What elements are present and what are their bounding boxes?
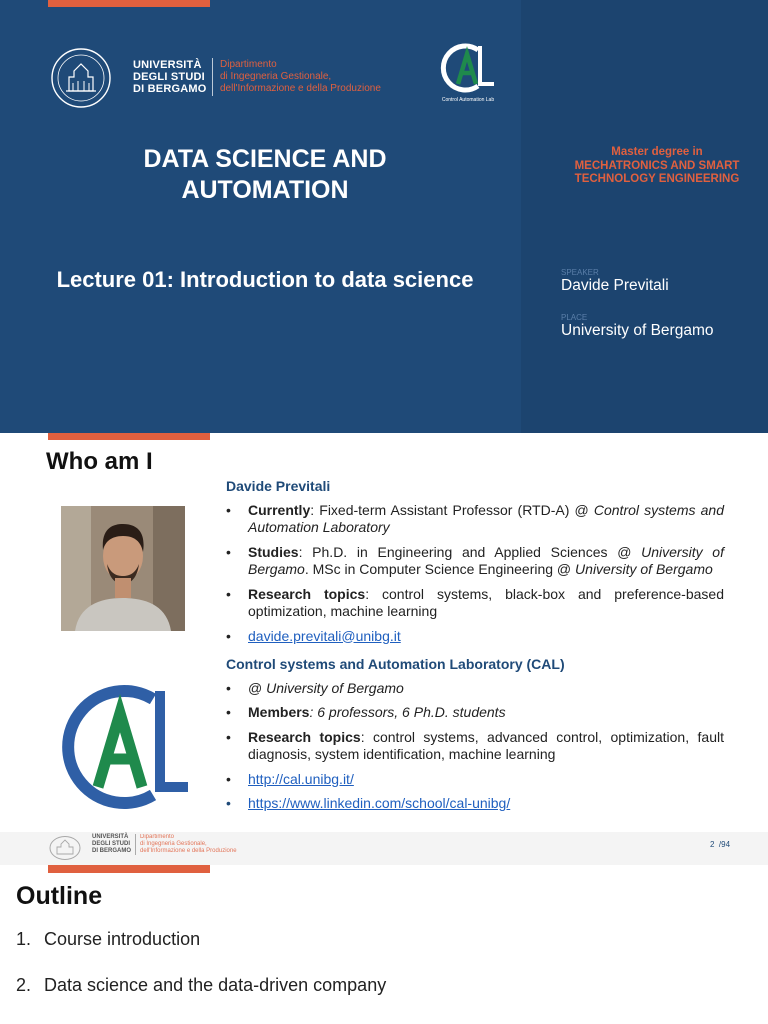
list-item: • Studies: Ph.D. in Engineering and Applied Sciences @ University of Bergamo. MSc in Computer Science Engineering @ University of Bergamo [226,544,724,579]
logo-divider [212,58,213,96]
person-list [226,502,724,646]
university-name: UNIVERSITÀ DEGLI STUDI DI BERGAMO [133,59,207,95]
bio-content [226,478,724,820]
list-item: • Members: 6 professors, 6 Ph.D. students [226,704,724,722]
accent-bar [48,433,210,440]
email-link[interactable]: davide.previtali@unibg.it [248,627,401,644]
list-item [226,628,724,646]
university-seal-icon [48,835,82,861]
accent-bar [48,865,210,873]
list-item [226,771,724,789]
list-item: • @ University of Bergamo [226,680,724,698]
university-seal-icon [50,47,112,109]
outline-item: 2. Data science and the data-driven company [16,975,387,995]
list-item [226,795,724,813]
lab-website-link[interactable]: http://cal.unibg.it/ [248,770,354,787]
department-name: Dipartimento di Ingegneria Gestionale, dell'Informazione e della Produzione [220,59,381,94]
linkedin-link[interactable]: https://www.linkedin.com/school/cal-unibg/ [248,795,511,811]
outline-item: 1. Course introduction [16,929,201,949]
info-panel [521,0,768,433]
list-item: • Research topics: control systems, advanced control, optimization, fault diagnosis, system identification, machine learning [226,729,724,764]
accent-bar [48,0,210,7]
lab-list [226,680,724,813]
speaker-name: Davide Previtali [561,277,669,294]
title-slide [0,0,768,433]
footer-department: Dipartimento di Ingegneria Gestionale, dell'Informazione e della Produzione [140,834,237,854]
outline-slide [0,865,768,1024]
place-name: University of Bergamo [561,322,714,339]
speaker-label: SPEAKER [561,268,599,277]
slide-title: Outline [16,882,103,910]
list-item: • Currently: Fixed-term Assistant Professor (RTD-A) @ Control systems and Automation Laboratory [226,502,724,537]
who-am-i-slide [0,433,768,865]
speaker-photo [61,506,185,631]
lab-caption: Control Automation Lab [441,97,495,103]
slide-title: Who am I [46,448,153,475]
lab-heading: Control systems and Automation Laboratory (CAL) [226,656,565,672]
person-heading: Davide Previtali [226,478,331,494]
footer-divider [135,834,136,855]
course-title: DATA SCIENCE AND AUTOMATION [143,145,387,204]
list-item: • Research topics: control systems, black-box and preference-based optimization, machine learning [226,586,724,621]
page-number: 2 /94 [710,840,731,849]
lecture-title: Lecture 01: Introduction to data science [56,267,474,292]
cal-logo-icon [438,40,496,96]
footer-university: UNIVERSITÀ DEGLI STUDI DI BERGAMO [92,834,131,854]
cal-logo-icon [58,683,190,811]
degree-program: Master degree in MECHATRONICS AND SMART TECHNOLOGY ENGINEERING [574,146,740,185]
place-label: PLACE [561,313,588,322]
